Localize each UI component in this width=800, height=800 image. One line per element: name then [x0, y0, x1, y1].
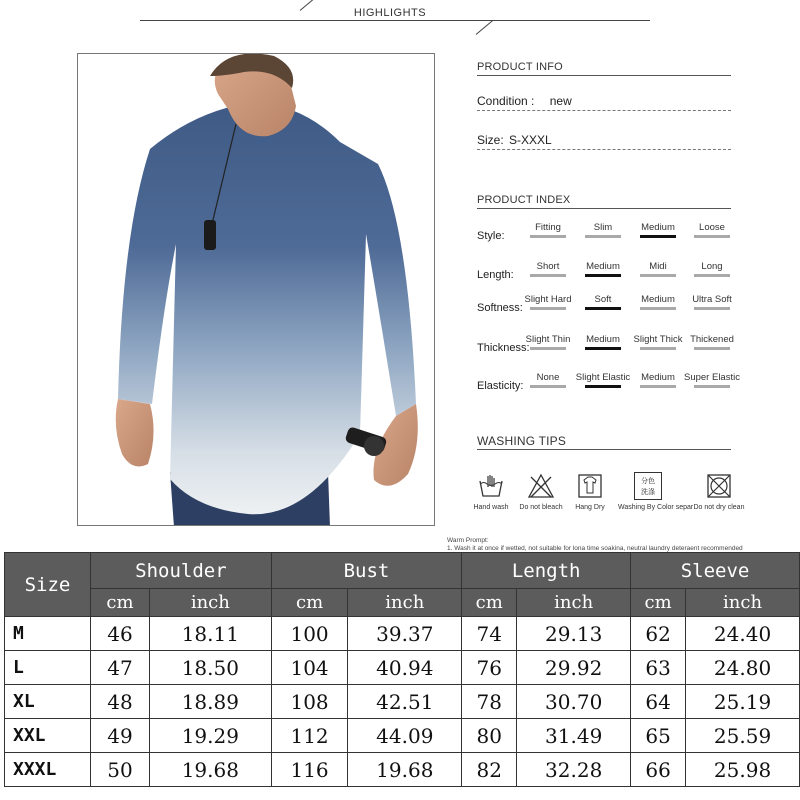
measurement-cell: 63: [631, 651, 686, 685]
index-option-label: Slim: [593, 222, 613, 233]
wash-item-do-not-dry-clean: [689, 472, 749, 511]
table-header-row: [5, 553, 800, 589]
size-rule: [477, 149, 731, 150]
measurement-cell: 49: [91, 719, 150, 753]
measurement-cell: 104: [271, 651, 348, 685]
warm-prompt-text: 1. Wash it at once if wetted, not suitable for lona time soakina, neutral laundry deteraent recommended: [447, 545, 743, 552]
size-cell: XXXL: [5, 753, 91, 787]
measurement-cell: 44.09: [348, 719, 462, 753]
measurement-cell: 66: [631, 753, 686, 787]
measurement-cell: 40.94: [348, 651, 462, 685]
index-option-bar: [530, 307, 566, 310]
unit-header-inch: inch: [348, 589, 462, 617]
index-option-bar: [585, 347, 621, 350]
measurement-cell: 24.40: [686, 617, 800, 651]
size-cell: L: [5, 651, 91, 685]
header: [0, 0, 800, 40]
measurement-cell: 48: [91, 685, 150, 719]
measurement-cell: 29.92: [517, 651, 631, 685]
header-slash-right: [476, 20, 493, 35]
measurement-cell: 76: [462, 651, 517, 685]
size-cell: M: [5, 617, 91, 651]
index-option-label: Fitting: [535, 222, 561, 233]
index-option-bar: [640, 347, 676, 350]
index-option-label: Slight Thin: [525, 334, 571, 345]
washing-tips-rule: [477, 449, 731, 450]
measurement-cell: 50: [91, 753, 150, 787]
measurement-cell: 25.98: [686, 753, 800, 787]
hang-dry-icon: [576, 472, 604, 500]
index-option-label: Midi: [649, 261, 667, 272]
index-option: [680, 222, 744, 238]
group-header-sleeve: Sleeve: [631, 553, 800, 589]
index-row-label: Style:: [477, 230, 505, 242]
index-row-label: Thickness:: [477, 342, 530, 354]
group-header-length: Length: [462, 553, 631, 589]
index-option-label: Medium: [641, 372, 675, 383]
size-chart-table: [4, 552, 800, 787]
condition-label: Condition :: [477, 94, 535, 108]
index-option: [680, 372, 744, 388]
index-option-label: Slight Hard: [524, 294, 572, 305]
measurement-cell: 25.19: [686, 685, 800, 719]
index-option-bar: [640, 307, 676, 310]
wash-color-glyph-bottom: 洗涤: [641, 488, 655, 496]
size-cell: XXL: [5, 719, 91, 753]
unit-header-cm: cm: [271, 589, 348, 617]
table-unit-row: [5, 589, 800, 617]
measurement-cell: 18.89: [149, 685, 271, 719]
size-line: [477, 133, 552, 147]
size-chart-body: [5, 553, 800, 787]
condition-rule: [477, 110, 731, 111]
table-row: [5, 685, 800, 719]
table-row: [5, 753, 800, 787]
size-cell: XL: [5, 685, 91, 719]
measurement-cell: 80: [462, 719, 517, 753]
index-option-label: Ultra Soft: [692, 294, 732, 305]
size-column-header: Size: [5, 553, 91, 617]
do-not-dry-clean-icon: [705, 472, 733, 500]
index-option-label: Super Elastic: [684, 372, 740, 383]
measurement-cell: 39.37: [348, 617, 462, 651]
measurement-cell: 47: [91, 651, 150, 685]
product-photo: [77, 53, 435, 526]
measurement-cell: 116: [271, 753, 348, 787]
table-row: [5, 719, 800, 753]
wash-label-hang-dry: Hang Dry: [575, 504, 605, 511]
measurement-cell: 29.13: [517, 617, 631, 651]
index-option-label: Medium: [641, 222, 675, 233]
measurement-cell: 42.51: [348, 685, 462, 719]
group-header-bust: Bust: [271, 553, 461, 589]
measurement-cell: 19.68: [348, 753, 462, 787]
index-option-bar: [530, 385, 566, 388]
wash-item-hang-dry: [560, 472, 620, 511]
table-row: [5, 617, 800, 651]
product-info-rule: [477, 75, 731, 76]
measurement-cell: 64: [631, 685, 686, 719]
hand-wash-icon: [477, 472, 505, 500]
unit-header-inch: inch: [517, 589, 631, 617]
index-row-label: Length:: [477, 269, 514, 281]
wash-label-do-not-dry-clean: Do not dry clean: [693, 504, 745, 511]
index-option-label: None: [536, 372, 560, 383]
measurement-cell: 65: [631, 719, 686, 753]
index-option-bar: [585, 274, 621, 277]
unit-header-cm: cm: [462, 589, 517, 617]
measurement-cell: 25.59: [686, 719, 800, 753]
index-option: [680, 261, 744, 277]
index-option-label: Short: [536, 261, 560, 272]
wash-label-color-separate: Washing By Color separ: [618, 504, 694, 511]
index-option-bar: [640, 235, 676, 238]
measurement-cell: 30.70: [517, 685, 631, 719]
wash-color-glyph-top: 分色: [641, 477, 655, 485]
measurement-cell: 31.49: [517, 719, 631, 753]
measurement-cell: 108: [271, 685, 348, 719]
wash-by-color-icon: [634, 472, 662, 500]
index-row-label: Softness:: [477, 302, 523, 314]
index-option-bar: [640, 385, 676, 388]
index-option-label: Medium: [586, 261, 620, 272]
product-info-title: PRODUCT INFO: [477, 61, 563, 73]
index-option-label: Medium: [586, 334, 620, 345]
measurement-cell: 24.80: [686, 651, 800, 685]
product-index-title: PRODUCT INDEX: [477, 194, 571, 206]
index-option-bar: [694, 235, 730, 238]
measurement-cell: 112: [271, 719, 348, 753]
measurement-cell: 78: [462, 685, 517, 719]
measurement-cell: 32.28: [517, 753, 631, 787]
header-title: HIGHLIGHTS: [353, 7, 427, 19]
index-option: [680, 334, 744, 350]
header-rule: [140, 20, 650, 21]
unit-header-inch: inch: [149, 589, 271, 617]
index-option-label: Long: [701, 261, 723, 272]
product-index-rule: [477, 208, 731, 209]
do-not-bleach-icon: [527, 472, 555, 500]
table-row: [5, 651, 800, 685]
index-option-label: Slight Thick: [633, 334, 683, 345]
size-value: S-XXXL: [509, 133, 552, 147]
measurement-cell: 82: [462, 753, 517, 787]
index-option-label: Slight Elastic: [575, 372, 631, 383]
group-header-shoulder: Shoulder: [91, 553, 272, 589]
condition-value: new: [549, 94, 572, 108]
measurement-cell: 19.68: [149, 753, 271, 787]
measurement-cell: 18.11: [149, 617, 271, 651]
index-option-bar: [585, 307, 621, 310]
index-option-label: Loose: [699, 222, 725, 233]
unit-header-inch: inch: [686, 589, 800, 617]
unit-header-cm: cm: [631, 589, 686, 617]
index-option-bar: [530, 235, 566, 238]
size-label: Size:: [477, 133, 504, 147]
measurement-cell: 62: [631, 617, 686, 651]
index-option-bar: [694, 347, 730, 350]
index-option-bar: [530, 347, 566, 350]
measurement-cell: 19.29: [149, 719, 271, 753]
condition-line: [477, 94, 572, 108]
wash-item-color-separate: [618, 472, 694, 511]
warm-prompt-title: Warm Prompt:: [447, 537, 489, 544]
measurement-cell: 46: [91, 617, 150, 651]
index-option-bar: [530, 274, 566, 277]
index-option-bar: [694, 274, 730, 277]
header-slash-left: [300, 0, 317, 11]
wash-label-do-not-bleach: Do not bleach: [519, 504, 563, 511]
index-option-label: Thickened: [690, 334, 734, 345]
index-row-label: Elasticity:: [477, 380, 524, 392]
unit-header-cm: cm: [91, 589, 150, 617]
index-option-bar: [585, 385, 621, 388]
model-illustration: [78, 54, 435, 526]
measurement-cell: 18.50: [149, 651, 271, 685]
washing-tips-title: WASHING TIPS: [477, 434, 567, 448]
index-option-label: Soft: [594, 294, 612, 305]
index-option-bar: [640, 274, 676, 277]
measurement-cell: 74: [462, 617, 517, 651]
index-option-bar: [694, 307, 730, 310]
index-option-label: Medium: [641, 294, 675, 305]
wash-label-hand-wash: Hand wash: [473, 504, 509, 511]
index-option-bar: [585, 235, 621, 238]
measurement-cell: 100: [271, 617, 348, 651]
index-option: [680, 294, 744, 310]
index-option-bar: [694, 385, 730, 388]
